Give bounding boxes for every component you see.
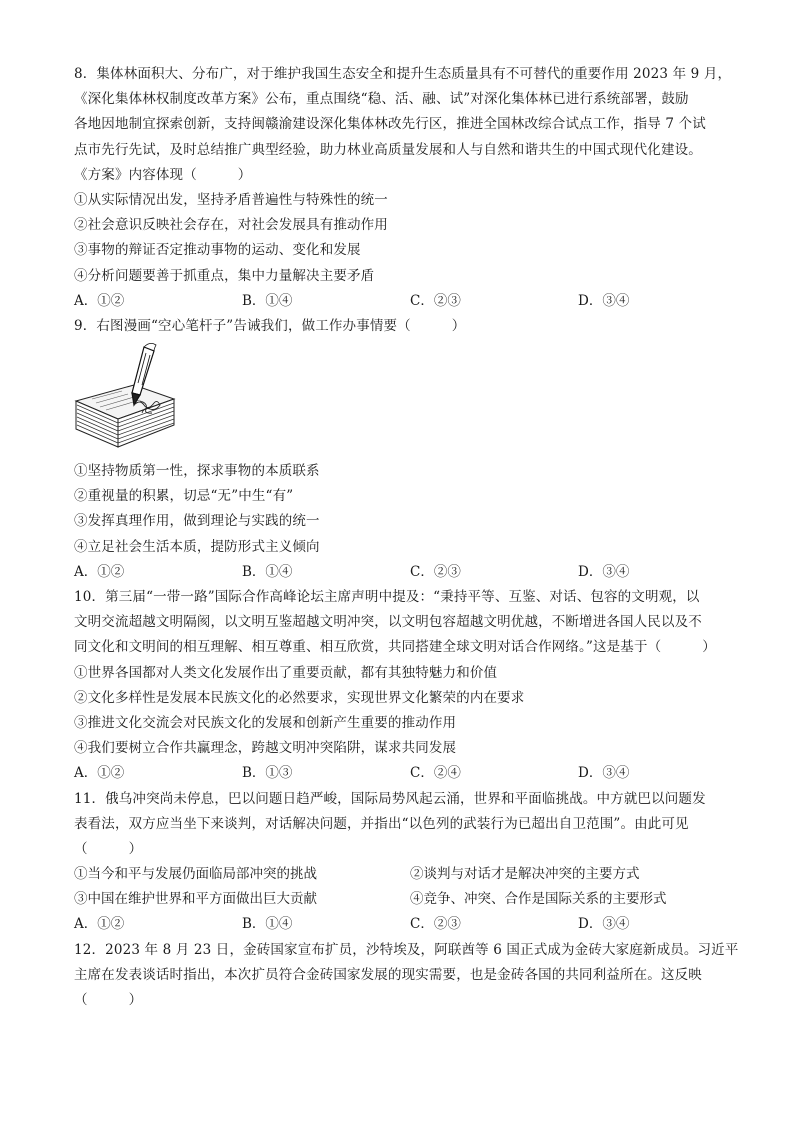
question-stem-line: 《深化集体林权制度改革方案》公布，重点围绕“稳、活、融、试”对深化集体林已进行系统部署，鼓励 — [74, 91, 689, 108]
option-a: A．①② — [74, 916, 125, 933]
statement-item: ③事物的辩证否定推动事物的运动、变化和发展 — [74, 242, 361, 259]
statement-item: ①当今和平与发展仍面临局部冲突的挑战 — [74, 866, 317, 883]
question-stem-line: 10．第三届“一带一路”国际合作高峰论坛主席声明中提及：“秉持平等、互鉴、对话、包容的文明观，以 — [74, 589, 700, 605]
statement-item: ②谈判与对话才是解决冲突的主要方式 — [410, 866, 640, 883]
statement-item: ②文化多样性是发展本民族文化的必然要求，实现世界文化繁荣的内在要求 — [74, 689, 525, 706]
question-stem-line: 文明交流超越文明隔阂，以文明互鉴超越文明冲突，以文明包容超越文明优越，不断增进各国人民以及不 — [74, 614, 702, 631]
option-d: D．③④ — [578, 563, 630, 580]
option-c: C．②③ — [410, 563, 461, 580]
option-b: B．①③ — [242, 765, 293, 782]
statement-item: ④立足社会生活本质，提防形式主义倾向 — [74, 538, 320, 555]
question-stem-line: 8．集体林面积大、分布广，对于维护我国生态安全和提升生态质量具有不可替代的重要作用 2023 年 9 月， — [74, 66, 732, 82]
answer-options — [74, 761, 754, 786]
question-stem-line: 9．右图漫画“空心笔杆子”告诫我们，做工作办事情要（ ） — [74, 317, 466, 334]
answer-options — [74, 912, 754, 937]
statement-item: ③发挥真理作用，做到理论与实践的统一 — [74, 513, 320, 530]
question-10 — [74, 585, 754, 787]
question-stem-line: 点市先行先试，及时总结推广典型经验，助力林业高质量发展和人与自然和谐共生的中国式现代化建设。 — [74, 141, 702, 158]
question-stem-line: （ ） — [74, 992, 143, 1008]
question-12 — [74, 938, 754, 1014]
statement-item: ②社会意识反映社会存在，对社会发展具有推动作用 — [74, 217, 388, 234]
answer-options — [74, 289, 754, 314]
statement-pair — [74, 862, 754, 887]
option-d: D．③④ — [578, 916, 630, 933]
statement-pair — [74, 887, 754, 912]
question-stem-line: 同文化和文明间的相互理解、相互尊重、相互欣赏，共同搭建全球文明对话合作网络。”这是基于（ ） — [74, 639, 716, 656]
statement-item: ②重视量的积累，切忌“无”中生“有” — [74, 488, 294, 505]
option-d: D．③④ — [578, 765, 630, 782]
statement-item: ④分析问题要善于抓重点，集中力量解决主要矛盾 — [74, 267, 375, 284]
question-stem-line: 各地因地制宜探索创新，支持闽赣渝建设深化集体林改先行区，推进全国林改综合试点工作，指导 7 个试 — [74, 116, 706, 133]
statement-item: ③推进文化交流会对民族文化的发展和创新产生重要的推动作用 — [74, 714, 457, 731]
statement-item: ④我们要树立合作共赢理念，跨越文明冲突陷阱，谋求共同发展 — [74, 740, 457, 757]
question-stem-line: 11．俄乌冲突尚未停息，巴以问题日趋严峻，国际局势风起云涌，世界和平面临挑战。中方就巴以问题发 — [74, 790, 706, 807]
statement-item: ①坚持物质第一性，探求事物的本质联系 — [74, 463, 320, 480]
question-stem-line: 《方案》内容体现（ ） — [74, 166, 252, 183]
option-a: A．①② — [74, 292, 125, 309]
option-c: C．②④ — [410, 765, 461, 782]
option-b: B．①④ — [242, 292, 293, 309]
hollow-pen-cartoon-icon — [74, 339, 754, 459]
question-11 — [74, 787, 754, 938]
answer-options — [74, 560, 754, 585]
option-a: A．①② — [74, 765, 125, 782]
statement-item: ①世界各国都对人类文化发展作出了重要贡献，都有其独特魅力和价值 — [74, 664, 498, 681]
statement-item: ④竞争、冲突、合作是国际关系的主要形式 — [410, 891, 667, 908]
question-stem-line: 12．2023 年 8 月 23 日，金砖国家宣布扩员，沙特埃及，阿联酋等 6 国正式成为金砖大家庭新成员。习近平 — [74, 941, 739, 958]
statement-item: ①从实际情况出发，坚持矛盾普遍性与特殊性的统一 — [74, 191, 388, 208]
question-9 — [74, 314, 754, 585]
question-8 — [74, 62, 754, 314]
option-b: B．①④ — [242, 563, 293, 580]
statement-item: ③中国在维护世界和平方面做出巨大贡献 — [74, 891, 317, 908]
question-stem-line: 表看法，双方应当坐下来谈判，对话解决问题，并指出“以色列的武装行为已超出自卫范围”。由此可见 — [74, 815, 689, 832]
exam-page — [74, 62, 754, 1013]
option-d: D．③④ — [578, 292, 630, 309]
option-c: C．②③ — [410, 292, 461, 309]
option-c: C．②③ — [410, 916, 461, 933]
question-stem-line: 主席在发表谈话时指出，本次扩员符合金砖国家发展的现实需要，也是金砖各国的共同利益所在。这反映 — [74, 966, 702, 983]
question-stem-line: （ ） — [74, 840, 143, 857]
option-b: B．①④ — [242, 916, 293, 933]
option-a: A．①② — [74, 563, 125, 580]
